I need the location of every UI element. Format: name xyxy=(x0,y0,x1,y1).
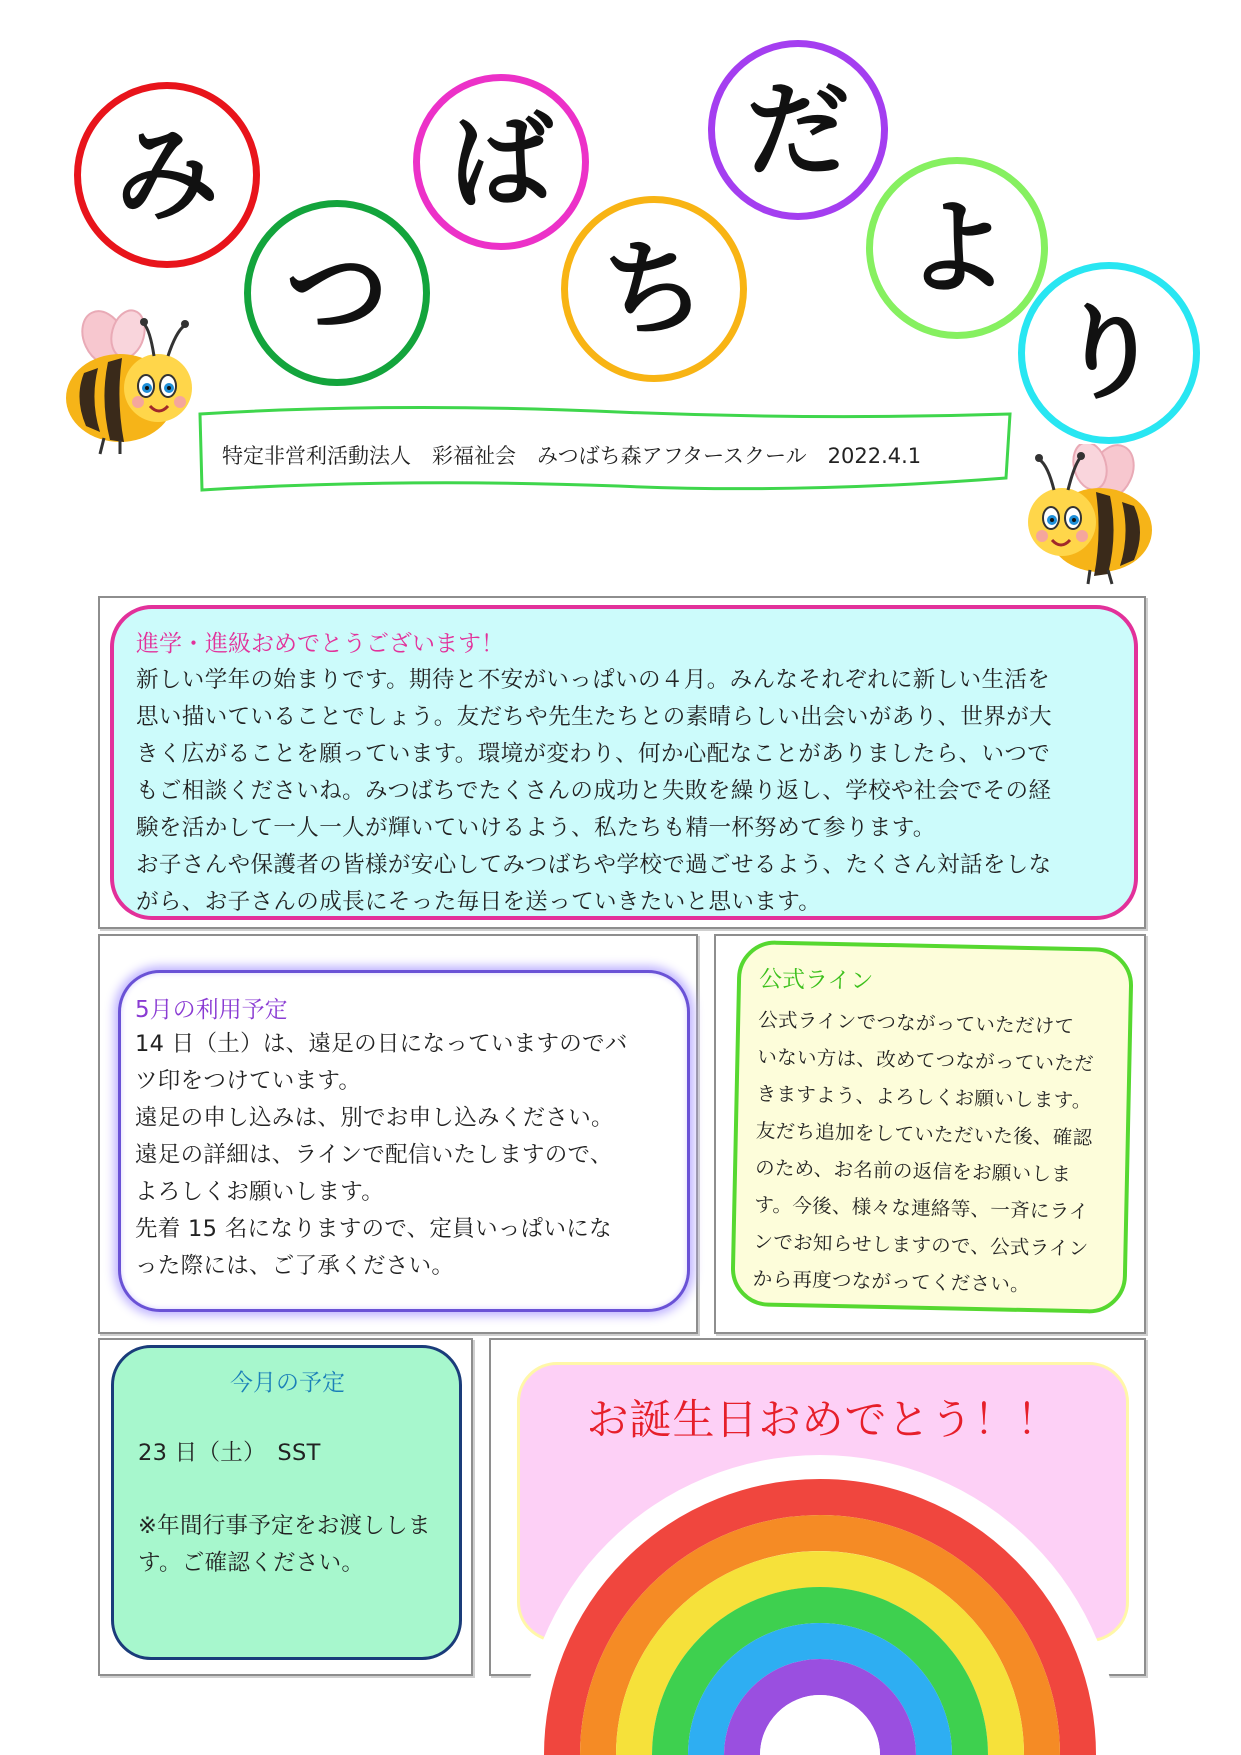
greeting-line: もご相談くださいね。みつばちでたくさんの成功と失敗を繰り返し、学校や社会でその経 xyxy=(136,778,1052,804)
title-char: み xyxy=(114,114,219,236)
greeting-box xyxy=(110,605,1138,920)
may-schedule-line: 遠足の詳細は、ラインで配信いたしますので、 xyxy=(135,1142,613,1168)
official-line-line: きますよう、よろしくお願いします。 xyxy=(756,1082,1092,1113)
may-schedule-line: 先着 15 名になりますので、定員いっぱいにな xyxy=(135,1216,612,1242)
may-schedule-line: 遠足の申し込みは、別でお申し込みください。 xyxy=(135,1105,614,1131)
title-circle-da xyxy=(708,40,888,220)
this-month-note: ※年間行事予定をお渡ししま xyxy=(138,1513,431,1539)
this-month-heading: 今月の予定 xyxy=(230,1370,345,1396)
greeting-line: 思い描いていることでしょう。友だちや先生たちとの素晴らしい出会いがあり、世界が大 xyxy=(136,704,1053,730)
this-month-box xyxy=(111,1345,462,1660)
bee-icon xyxy=(1024,444,1154,586)
greeting-line: 新しい学年の始まりです。期待と不安がいっぱいの４月。みんなそれぞれに新しい生活を xyxy=(136,667,1051,693)
may-schedule-heading: 5月の利用予定 xyxy=(135,997,288,1023)
title-char: つ xyxy=(284,232,389,354)
may-schedule-box xyxy=(118,970,690,1312)
greeting-line: 験を活かして一人一人が輝いていけるよう、私たちも精一杯努めて参ります。 xyxy=(136,815,936,841)
official-line-box xyxy=(730,940,1134,1314)
official-line-line: ンでお知らせしますので、公式ライン xyxy=(753,1230,1089,1261)
org-line: 特定非営利活動法人 彩福祉会 みつばち森アフタースクール 2022.4.1 xyxy=(222,444,922,468)
may-schedule-line: った際には、ご了承ください。 xyxy=(135,1253,455,1279)
title-circle-ba xyxy=(413,74,589,250)
birthday-heading: お誕生日おめでとう！！ xyxy=(586,1395,1060,1444)
title-char: ば xyxy=(448,101,553,223)
official-line-line: のため、お名前の返信をお願いしま xyxy=(754,1156,1072,1186)
title-char: ち xyxy=(601,228,706,350)
may-schedule-line: ツ印をつけています。 xyxy=(135,1068,362,1094)
title-circle-mi xyxy=(74,82,260,268)
title-circle-ri xyxy=(1018,262,1200,444)
title-char: よ xyxy=(904,187,1009,309)
greeting-line: きく広がることを願っています。環境が変わり、何か心配なことがありましたら、いつで xyxy=(136,741,1051,767)
this-month-event: 23 日（土） SST xyxy=(138,1440,321,1466)
official-line-heading: 公式ライン xyxy=(758,966,874,995)
official-line-line: いない方は、改めてつながっていただ xyxy=(757,1045,1095,1076)
title-circle-chi xyxy=(561,196,747,382)
title-char: り xyxy=(1056,292,1161,414)
may-schedule-line: 14 日（土）は、遠足の日になっていますのでバ xyxy=(135,1031,628,1057)
greeting-line: お子さんや保護者の皆様が安心してみつばちや学校で過ごせるよう、たくさん対話をしな xyxy=(136,852,1052,878)
rainbow-icon xyxy=(520,1448,1120,1755)
title-circle-tsu xyxy=(244,200,430,386)
official-line-line: 友だち追加をしていただいた後、確認 xyxy=(755,1119,1093,1150)
may-schedule-line: よろしくお願いします。 xyxy=(135,1179,385,1205)
official-line-line: から再度つながってください。 xyxy=(752,1267,1031,1297)
bee-icon xyxy=(64,308,194,456)
title-char: だ xyxy=(745,69,850,191)
greeting-line: がら、お子さんの成長にそった毎日を送っていきたいと思います。 xyxy=(136,889,822,915)
title-circle-yo xyxy=(866,157,1048,339)
official-line-line: 公式ラインでつながっていただけて xyxy=(757,1008,1075,1038)
official-line-line: す。今後、様々な連絡等、一斉にライ xyxy=(754,1193,1089,1224)
greeting-heading: 進学・進級おめでとうございます！ xyxy=(136,631,504,657)
this-month-note: す。ご確認ください。 xyxy=(138,1550,365,1576)
